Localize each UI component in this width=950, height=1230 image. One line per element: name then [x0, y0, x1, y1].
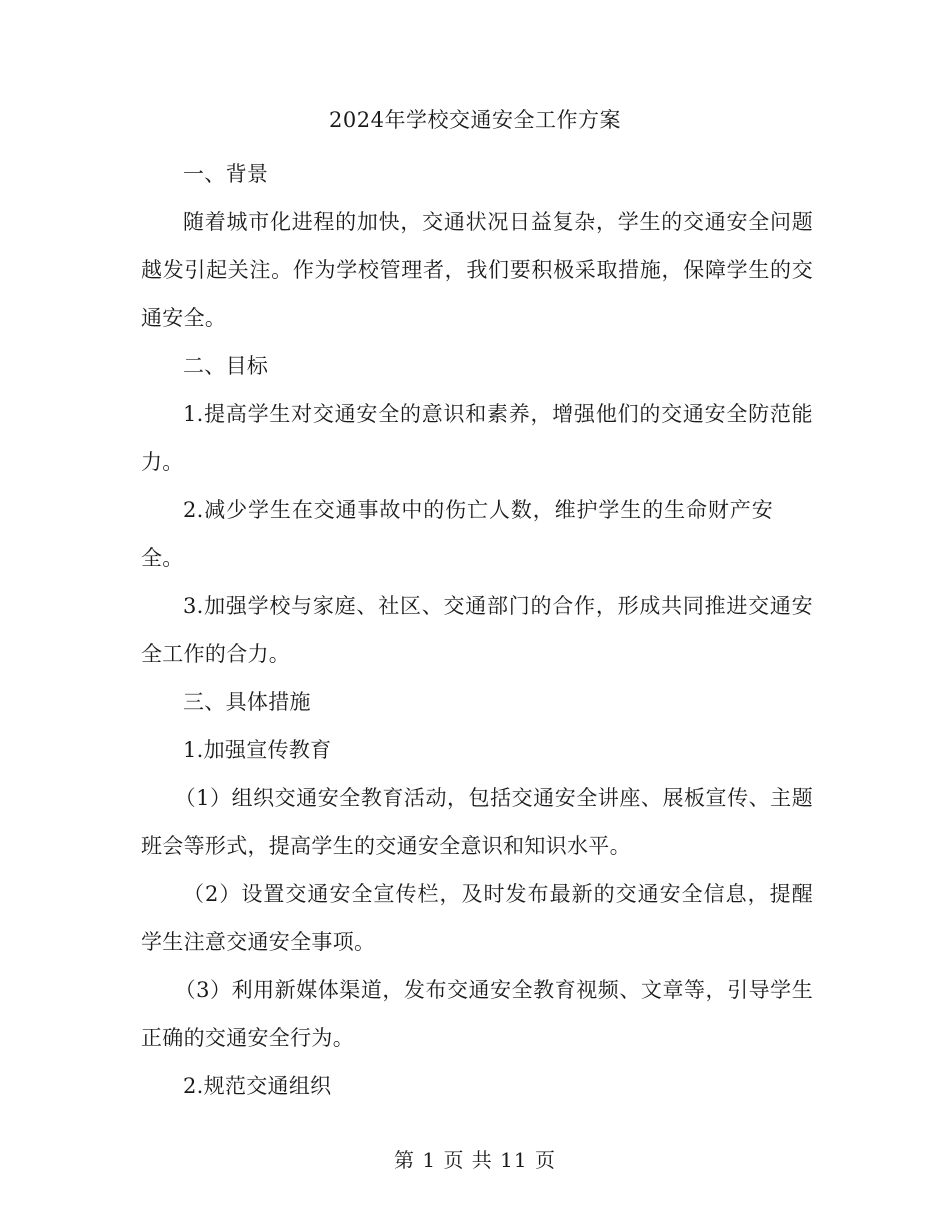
measure-item-1-3: （3）利用新媒体渠道，发布交通安全教育视频、文章等，引导学生正确的交通安全行为。: [141, 978, 813, 1050]
section-heading-goals: 二、目标: [183, 354, 269, 378]
section-heading-measures: 三、具体措施: [183, 690, 311, 714]
page-indicator: 第 1 页 共 11 页: [394, 1148, 556, 1172]
section-heading-background: 一、背景: [183, 162, 269, 186]
measure-heading-2: 2.规范交通组织: [183, 1074, 332, 1098]
goal-item-3: 3.加强学校与家庭、社区、交通部门的合作，形成共同推进交通安全工作的合力。: [141, 594, 813, 666]
goal-item-1: 1.提高学生对交通安全的意识和素养，增强他们的交通安全防范能力。: [141, 402, 813, 474]
measure-heading-1: 1.加强宣传教育: [183, 738, 332, 762]
document-body: [141, 150, 813, 1110]
measure-item-1-2: （2）设置交通安全宣传栏，及时发布最新的交通安全信息，提醒学生注意交通安全事项。: [141, 882, 813, 954]
paragraph-background: 随着城市化进程的加快，交通状况日益复杂，学生的交通安全问题越发引起关注。作为学校管理者，我们要积极采取措施，保障学生的交通安全。: [141, 210, 813, 330]
measure-item-1-1: （1）组织交通安全教育活动，包括交通安全讲座、展板宣传、主题班会等形式，提高学生的交通安全意识和知识水平。: [141, 786, 813, 858]
goal-item-2: 2.减少学生在交通事故中的伤亡人数，维护学生的生命财产安全。: [141, 498, 773, 570]
document-title: 2024年学校交通安全工作方案: [329, 108, 621, 132]
